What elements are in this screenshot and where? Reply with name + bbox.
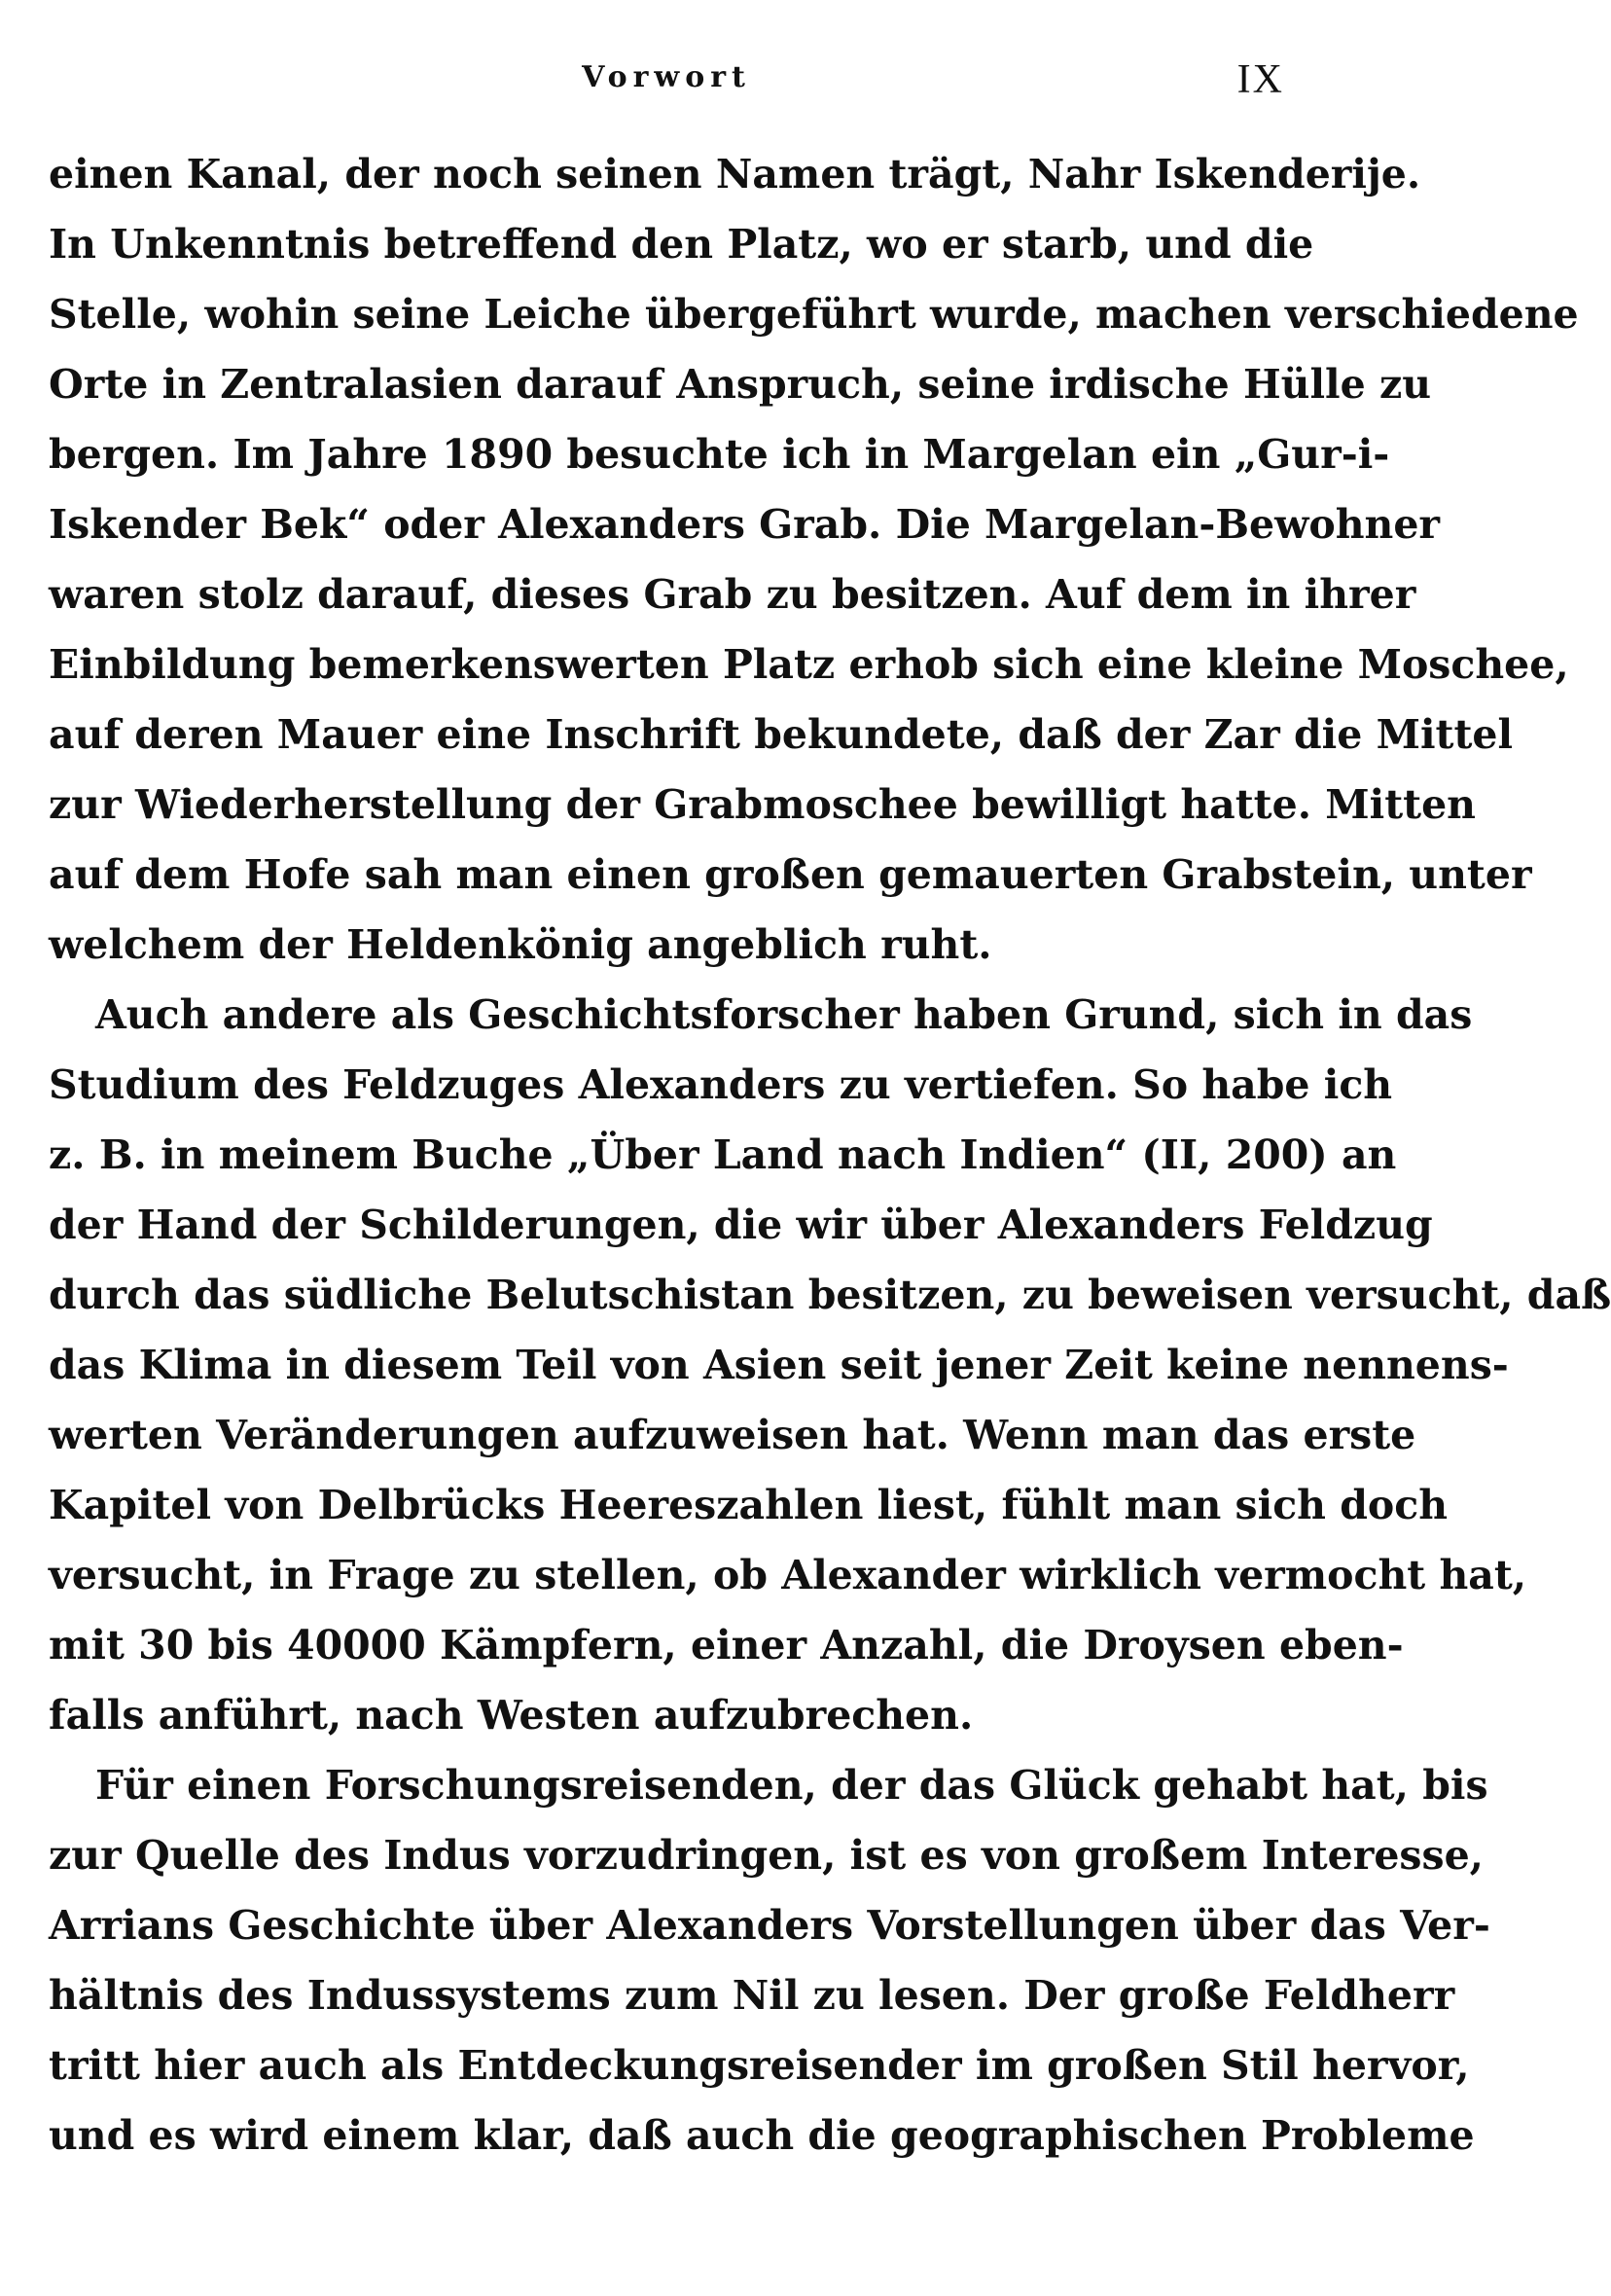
text-line: Arrians Geschichte über Alexanders Vorstellungen über das Ver- bbox=[49, 1902, 1490, 1949]
text-line: Orte in Zentralasien darauf Anspruch, seine irdische Hülle zu bbox=[49, 361, 1432, 408]
text-line: auf dem Hofe sah man einen großen gemauerten Grabstein, unter bbox=[49, 851, 1532, 898]
text-line: waren stolz darauf, dieses Grab zu besitzen. Auf dem in ihrer bbox=[49, 571, 1416, 618]
text-line: versucht, in Frage zu stellen, ob Alexander wirklich vermocht hat, bbox=[49, 1552, 1527, 1598]
text-line: Iskender Bek“ oder Alexanders Grab. Die Margelan-Bewohner bbox=[49, 501, 1441, 548]
text-line: zur Wiederherstellung der Grabmoschee bewilligt hatte. Mitten bbox=[49, 781, 1476, 828]
running-head: Vorwort bbox=[582, 60, 751, 94]
text-line: und es wird einem klar, daß auch die geographischen Probleme bbox=[49, 2112, 1475, 2159]
text-line: Auch andere als Geschichtsforscher haben Grund, sich in das bbox=[95, 991, 1473, 1038]
text-line: Studium des Feldzuges Alexanders zu vertiefen. So habe ich bbox=[49, 1061, 1393, 1108]
text-line: einen Kanal, der noch seinen Namen trägt, Nahr Iskenderije. bbox=[49, 151, 1421, 197]
text-line: In Unkenntnis betreffend den Platz, wo er starb, und die bbox=[49, 221, 1314, 268]
text-line: zur Quelle des Indus vorzudringen, ist es von großem Interesse, bbox=[49, 1832, 1484, 1879]
text-line: das Klima in diesem Teil von Asien seit jener Zeit keine nennens- bbox=[49, 1342, 1509, 1388]
text-line: Kapitel von Delbrücks Heereszahlen liest, fühlt man sich doch bbox=[49, 1482, 1449, 1528]
page-header bbox=[49, 56, 1284, 115]
body-text bbox=[49, 139, 1611, 2170]
text-line: falls anführt, nach Westen aufzubrechen. bbox=[49, 1692, 974, 1739]
page-number: IX bbox=[1236, 57, 1284, 102]
text-line: mit 30 bis 40000 Kämpfern, einer Anzahl, die Droysen eben- bbox=[49, 1622, 1404, 1668]
text-line: tritt hier auch als Entdeckungsreisender im großen Stil hervor, bbox=[49, 2042, 1470, 2089]
text-line: werten Veränderungen aufzuweisen hat. Wenn man das erste bbox=[49, 1412, 1416, 1458]
text-line: der Hand der Schilderungen, die wir über Alexanders Feldzug bbox=[49, 1202, 1433, 1248]
text-line: Für einen Forschungsreisenden, der das Glück gehabt hat, bis bbox=[95, 1762, 1488, 1809]
text-line: Stelle, wohin seine Leiche übergeführt wurde, machen verschiedene bbox=[49, 291, 1579, 338]
text-line: durch das südliche Belutschistan besitzen, zu beweisen versucht, daß bbox=[49, 1272, 1611, 1318]
text-line: z. B. in meinem Buche „Über Land nach Indien“ (II, 200) an bbox=[49, 1131, 1397, 1178]
text-line: hältnis des Indussystems zum Nil zu lesen. Der große Feldherr bbox=[49, 1972, 1455, 2019]
text-line: welchem der Heldenkönig angeblich ruht. bbox=[49, 921, 992, 968]
text-line: Einbildung bemerkenswerten Platz erhob sich eine kleine Moschee, bbox=[49, 641, 1569, 688]
text-line: auf deren Mauer eine Inschrift bekundete, daß der Zar die Mittel bbox=[49, 711, 1514, 758]
text-line: bergen. Im Jahre 1890 besuchte ich in Margelan ein „Gur-i- bbox=[49, 431, 1390, 478]
